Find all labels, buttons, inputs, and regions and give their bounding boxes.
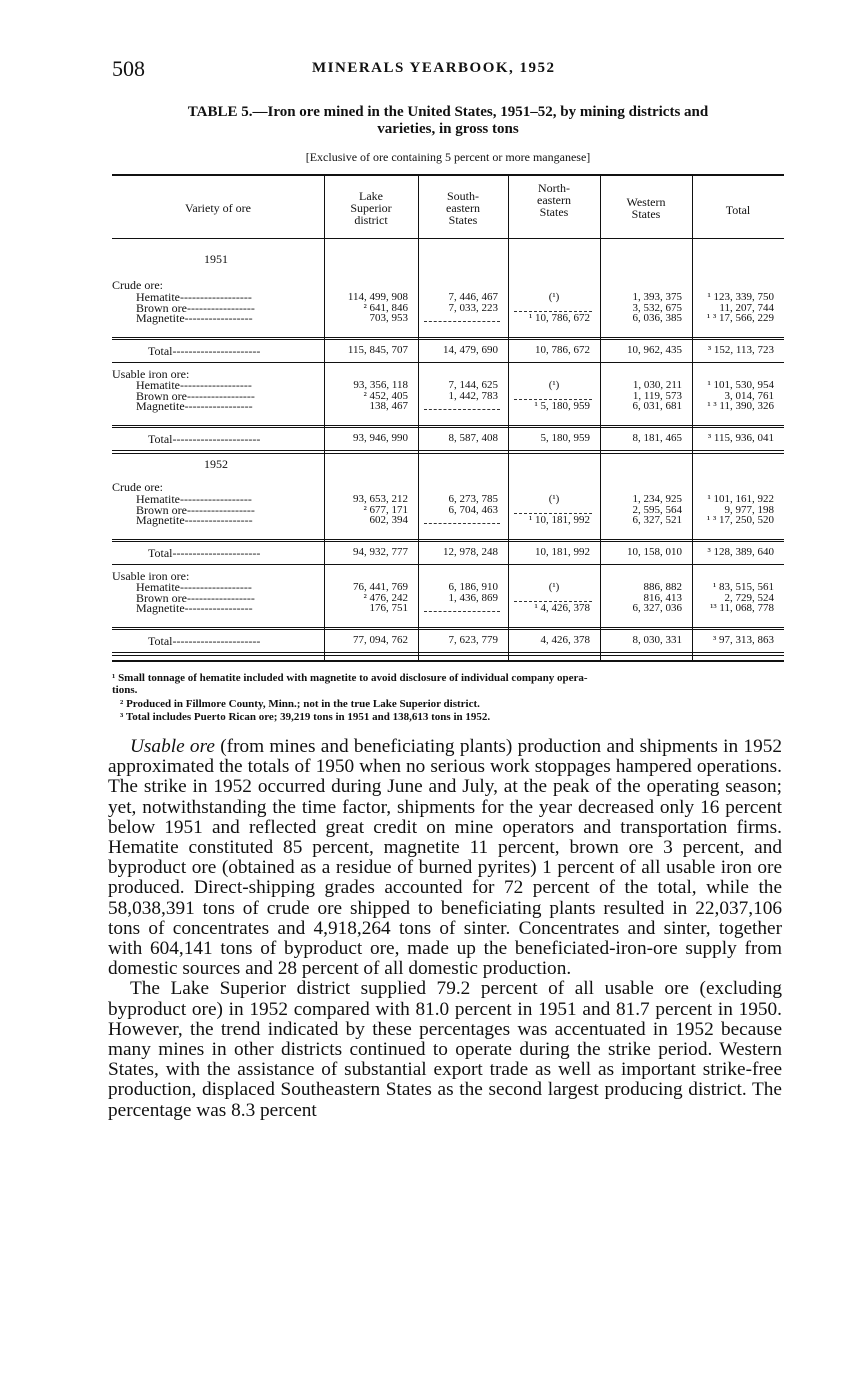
year-label-1952: 1952 (204, 457, 228, 471)
total-cell: 8, 181, 465 (632, 432, 682, 444)
group-label: Usable iron ore: (112, 367, 190, 381)
table-cell: 1, 030, 211 (632, 379, 682, 391)
table-cell: 93, 653, 212 (353, 493, 408, 505)
row-label: Brown ore----------------- (136, 388, 255, 403)
footnote-mark-2: ² (120, 698, 124, 710)
footnote-text-1: Small tonnage of hematite included with magnetite to avoid disclosure of individual company opera- (118, 672, 588, 684)
table-cell: 6, 273, 785 (448, 493, 498, 505)
subtotal-rule (112, 425, 784, 426)
page-header (112, 56, 784, 86)
table-cell: 176, 751 (369, 602, 408, 614)
row-label: Hematite------------------ (136, 378, 252, 392)
footnote-mark-1: ¹ (112, 672, 116, 684)
row-label: Magnetite----------------- (136, 311, 253, 325)
table-subtitle: [Exclusive of ore containing 5 percent or more manganese] (305, 150, 591, 164)
table-cell: ¹³ 11, 068, 778 (710, 602, 774, 614)
total-cell: ³ 115, 936, 041 (707, 432, 774, 444)
table-cell: 9, 977, 198 (724, 503, 774, 516)
year-bottom-rule (112, 652, 784, 653)
table-cell: 703, 953 (369, 312, 408, 324)
total-cell: 94, 932, 777 (353, 546, 408, 558)
table-cell: 7, 033, 223 (448, 301, 498, 314)
total-cell: 12, 978, 248 (443, 546, 498, 558)
row-label: Hematite------------------ (136, 580, 252, 594)
year-bottom-rule-double (112, 655, 784, 656)
table-title-line-2: varieties, in gross tons (377, 121, 519, 137)
total-cell: 93, 946, 990 (353, 432, 408, 444)
table-title-line-1: TABLE 5.—Iron ore mined in the United States, 1951–52, by mining districts and (187, 104, 709, 120)
total-cell: 10, 158, 010 (627, 546, 682, 558)
total-label: Total---------------------- (148, 432, 261, 446)
row-label: Hematite------------------ (136, 290, 252, 304)
table-cell: ² 452, 405 (363, 389, 408, 402)
paragraph-2: The Lake Superior district supplied 79.2 percent of all usable ore (excluding byproduct ore) in 1952 compared with 81.0 percent in 1951 and 81.7 percent in 1950. However, the trend indicated by these percentages was accentuated in 1952 because many mines in other districts continued to operate during the strike period. Western States, with the assistance of substantial export trade as well as important strike-free production, displaced Southeastern States as the second largest producing district. The percentage was 8.3 percent (108, 978, 782, 1121)
table-cell: 6, 704, 463 (448, 503, 498, 516)
table-cell: 7, 144, 625 (448, 379, 498, 391)
table-cell: 3, 532, 675 (632, 301, 682, 314)
table-cell: ¹ ³ 17, 250, 520 (706, 514, 774, 526)
table-cell: 1, 442, 783 (448, 389, 498, 402)
subtotal-rule-double (112, 541, 784, 542)
group-label: Usable iron ore: (112, 569, 190, 583)
year-bottom-rule (112, 450, 784, 451)
empty-cell-dash (424, 409, 500, 410)
footnote-cont-1: tions. (112, 684, 138, 696)
table-cell: 6, 036, 385 (632, 312, 682, 324)
col-header-variety: Variety of ore (185, 201, 251, 215)
footnote-mark-3: ³ (120, 711, 124, 723)
table-cell: 1, 436, 869 (448, 591, 498, 604)
col-header-northeastern: North- eastern States (537, 181, 571, 219)
table-cell: ¹ 4, 426, 378 (534, 602, 590, 614)
footnote-1 (112, 672, 784, 696)
paragraph-1 (108, 737, 782, 979)
table-cell: 1, 119, 573 (632, 389, 682, 402)
col-header-lake: Lake Superior district (350, 189, 392, 227)
table-cell: 6, 327, 036 (632, 602, 682, 614)
subtotal-rule (112, 539, 784, 540)
table-cell: 76, 441, 769 (353, 581, 408, 593)
total-cell: ³ 128, 389, 640 (707, 546, 774, 558)
table-cell: 602, 394 (369, 514, 408, 526)
row-label: Magnetite----------------- (136, 601, 253, 615)
row-label: Brown ore----------------- (136, 300, 255, 315)
group-label: Crude ore: (112, 278, 163, 292)
footnote-text-2: Produced in Fillmore County, Minn.; not in the true Lake Superior district. (126, 698, 480, 710)
subtotal-rule-double (112, 629, 784, 630)
total-cell: ³ 97, 313, 863 (712, 634, 774, 646)
col-header-southeastern: South- eastern States (446, 189, 480, 227)
table-cell: 816, 413 (643, 591, 682, 604)
empty-cell-dash (424, 321, 500, 322)
table-cell: ¹ 10, 181, 992 (528, 514, 590, 526)
total-cell: 10, 786, 672 (535, 344, 590, 356)
table-cell: (¹) (548, 493, 560, 505)
table-cell: ¹ ³ 17, 566, 229 (706, 312, 774, 324)
year-bottom-rule-double (112, 453, 784, 454)
subtotal-rule (112, 627, 784, 628)
table-cell: 6, 031, 681 (632, 400, 682, 412)
table-cell: ² 677, 171 (363, 503, 408, 516)
row-label: Magnetite----------------- (136, 399, 253, 413)
total-cell: 10, 181, 992 (535, 546, 590, 558)
row-label: Brown ore----------------- (136, 502, 255, 517)
total-cell: 8, 030, 331 (632, 634, 682, 646)
running-head: MINERALS YEARBOOK, 1952 (312, 60, 556, 76)
footnote-3 (112, 711, 784, 723)
table-cell: ² 641, 846 (363, 301, 408, 314)
total-cell: 8, 587, 408 (448, 432, 498, 444)
table-header-rule (112, 238, 784, 239)
usable-ore-term: Usable ore (130, 736, 215, 757)
page-number: 508 (112, 56, 145, 81)
row-label: Brown ore----------------- (136, 590, 255, 605)
footnote-text-3: Total includes Puerto Rican ore; 39,219 tons in 1951 and 138,613 tons in 1952. (125, 711, 491, 723)
table-cell: ¹ 83, 515, 561 (712, 581, 774, 593)
col-header-total: Total (725, 203, 751, 217)
empty-cell-dash (424, 523, 500, 524)
table-cell: 1, 234, 925 (632, 493, 682, 505)
group-bottom-rule (112, 362, 784, 363)
table-cell: (¹) (548, 291, 560, 303)
table-top-rule (112, 174, 784, 176)
table-cell: ¹ 101, 530, 954 (707, 379, 774, 391)
row-label: Hematite------------------ (136, 492, 252, 506)
table-cell: ¹ 5, 180, 959 (534, 400, 590, 412)
table-cell: 11, 207, 744 (719, 301, 774, 314)
total-cell: 5, 180, 959 (540, 432, 590, 444)
table-cell: 2, 595, 564 (632, 503, 682, 516)
table-cell: 138, 467 (369, 400, 408, 412)
total-label: Total---------------------- (148, 344, 261, 358)
table-cell: 3, 014, 761 (724, 389, 774, 402)
table-cell: 2, 729, 524 (724, 591, 774, 604)
col-header-western: Western States (626, 195, 666, 221)
table-cell: ¹ 123, 339, 750 (707, 291, 774, 303)
subtotal-rule-double (112, 427, 784, 428)
table-cell: ¹ 10, 786, 672 (528, 312, 590, 324)
row-label: Magnetite----------------- (136, 513, 253, 527)
total-cell: 77, 094, 762 (353, 634, 408, 646)
table-cell: ¹ 101, 161, 922 (707, 493, 774, 505)
subtotal-rule-double (112, 339, 784, 340)
total-label: Total---------------------- (148, 546, 261, 560)
body-text (108, 737, 782, 1121)
table-cell: 7, 446, 467 (448, 291, 498, 303)
total-cell: 7, 623, 779 (448, 634, 498, 646)
table-cell: 114, 499, 908 (347, 291, 408, 303)
table-cell: ¹ ³ 11, 390, 326 (707, 400, 774, 412)
group-label: Crude ore: (112, 480, 163, 494)
total-cell: 10, 962, 435 (627, 344, 682, 356)
group-bottom-rule (112, 564, 784, 565)
subtotal-rule (112, 337, 784, 338)
total-cell: 14, 479, 690 (443, 344, 498, 356)
table-cell: ² 476, 242 (363, 591, 408, 604)
table-cell: 6, 186, 910 (448, 581, 498, 593)
total-label: Total---------------------- (148, 634, 261, 648)
table-cell: (¹) (548, 379, 560, 391)
footnote-2 (112, 698, 784, 710)
table-cell: 6, 327, 521 (632, 514, 682, 526)
paragraph-1-text: (from mines and beneficiating plants) production and shipments in 1952 approximated the totals of 1950 when no serious work stoppages hampered operations. The strike in 1952 occurred during June and July, at the peak of the operating season; yet, notwithstanding the time factor, shipments for the year decreased only 16 percent below 1951 and reflected great credit on mine operators and transportation firms. Hematite constituted 85 percent, magnetite 11 percent, brown ore 3 percent, and byproduct ore (obtained as a residue of burned pyrites) 1 percent of all usable iron ore produced. Direct-shipping grades accounted for 72 percent of the total, while the 58,038,391 tons of crude ore shipped to beneficiating plants resulted in 22,037,106 tons of concentrates and 4,918,264 tons of sinter. Concentrates and sinter, together with 604,141 tons of byproduct ore, made up the beneficiated-iron-ore supply from domestic sources and 28 percent of all domestic production. (108, 736, 782, 980)
total-cell: 4, 426, 378 (540, 634, 590, 646)
empty-cell-dash (424, 611, 500, 612)
total-cell: 115, 845, 707 (347, 344, 408, 356)
table-cell: 1, 393, 375 (632, 291, 682, 303)
table-cell: 93, 356, 118 (353, 379, 408, 391)
table-title (112, 104, 784, 138)
total-cell: ³ 152, 113, 723 (707, 344, 774, 356)
iron-ore-table (112, 174, 784, 662)
table-bottom-rule (112, 660, 784, 662)
year-label-1951: 1951 (204, 252, 228, 266)
table-cell: (¹) (548, 581, 560, 593)
table-cell: 886, 882 (643, 581, 682, 593)
